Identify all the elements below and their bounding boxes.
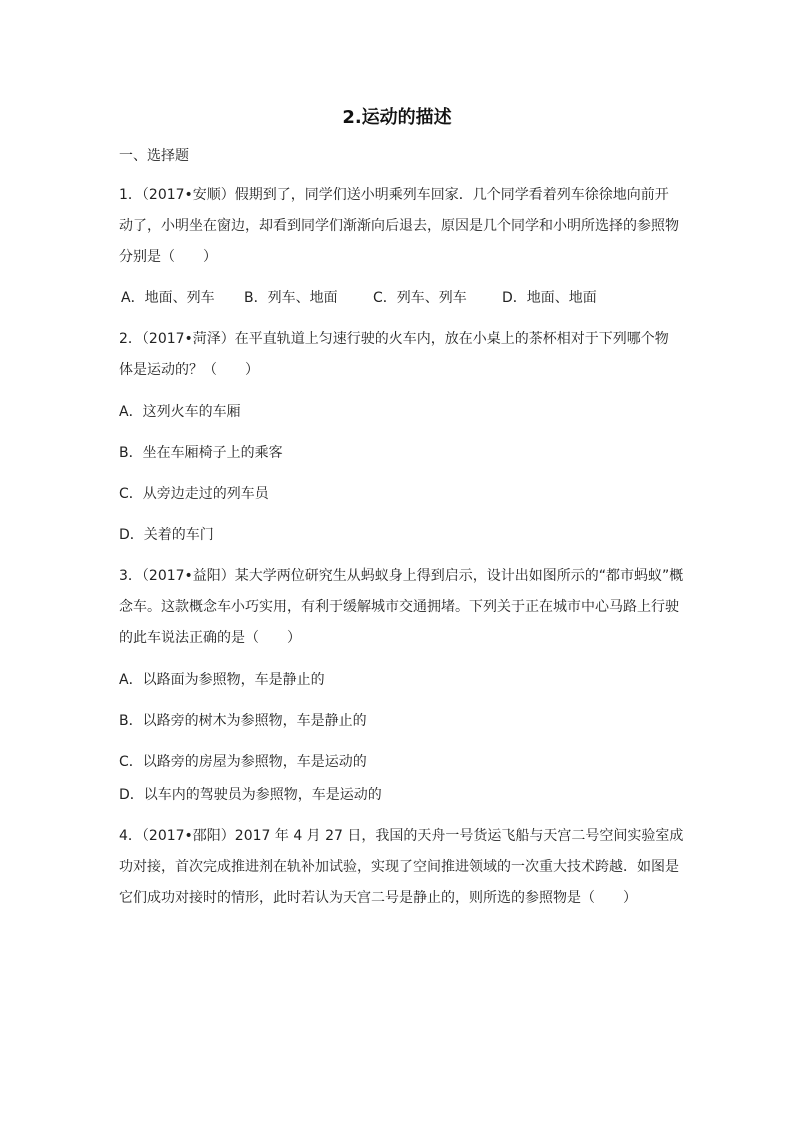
question-2-option-d: D．关着的车门 bbox=[119, 527, 214, 543]
question-3-option-d: D．以车内的驾驶员为参照物，车是运动的 bbox=[119, 787, 382, 803]
question-1-line-2: 动了，小明坐在窗边，却看到同学们渐渐向后退去，原因是几个同学和小明所选择的参照物 bbox=[119, 218, 679, 234]
question-2-line-1: 2．（2017•菏泽）在平直轨道上匀速行驶的火车内，放在小桌上的茶杯相对于下列哪个物 bbox=[119, 331, 669, 347]
question-2-option-b: B．坐在车厢椅子上的乘客 bbox=[119, 445, 283, 461]
question-3-option-a: A．以路面为参照物，车是静止的 bbox=[119, 672, 325, 688]
question-1-line-3: 分别是（ ） bbox=[119, 249, 217, 265]
question-1-option-b: B．列车、地面 bbox=[244, 290, 338, 306]
question-1-option-a: A．地面、列车 bbox=[121, 290, 215, 306]
question-3-line-2: 念车。这款概念车小巧实用，有利于缓解城市交通拥堵。下列关于正在城市中心马路上行驶 bbox=[119, 599, 679, 615]
question-4-line-1: 4．（2017•邵阳）2017 年 4 月 27 日，我国的天舟一号货运飞船与天宫二号空间实验室成 bbox=[119, 828, 684, 844]
question-3-line-3: 的此车说法正确的是（ ） bbox=[119, 630, 301, 646]
question-2-option-a: A．这列火车的车厢 bbox=[119, 404, 241, 420]
question-4-line-3: 它们成功对接时的情形，此时若认为天宫二号是静止的，则所选的参照物是（ ） bbox=[119, 890, 637, 906]
page-title: 2.运动的描述 bbox=[342, 107, 452, 128]
question-4-line-2: 功对接，首次完成推进剂在轨补加试验，实现了空间推进领域的一次重大技术跨越．如图是 bbox=[119, 859, 679, 875]
question-3-option-c: C．以路旁的房屋为参照物，车是运动的 bbox=[119, 754, 367, 770]
question-2-option-c: C．从旁边走过的列车员 bbox=[119, 486, 269, 502]
question-1-line-1: 1．（2017•安顺）假期到了，同学们送小明乘列车回家．几个同学看着列车徐徐地向前开 bbox=[119, 187, 669, 203]
question-3-option-b: B．以路旁的树木为参照物，车是静止的 bbox=[119, 713, 367, 729]
question-1-option-d: D．地面、地面 bbox=[502, 290, 597, 306]
question-3-line-1: 3．（2017•益阳）某大学两位研究生从蚂蚁身上得到启示，设计出如图所示的“都市蚂蚁”概 bbox=[119, 568, 684, 584]
section-heading: 一、选择题 bbox=[119, 148, 189, 164]
question-2-line-2: 体是运动的？（ ） bbox=[119, 362, 259, 378]
question-1-option-c: C．列车、列车 bbox=[373, 290, 467, 306]
